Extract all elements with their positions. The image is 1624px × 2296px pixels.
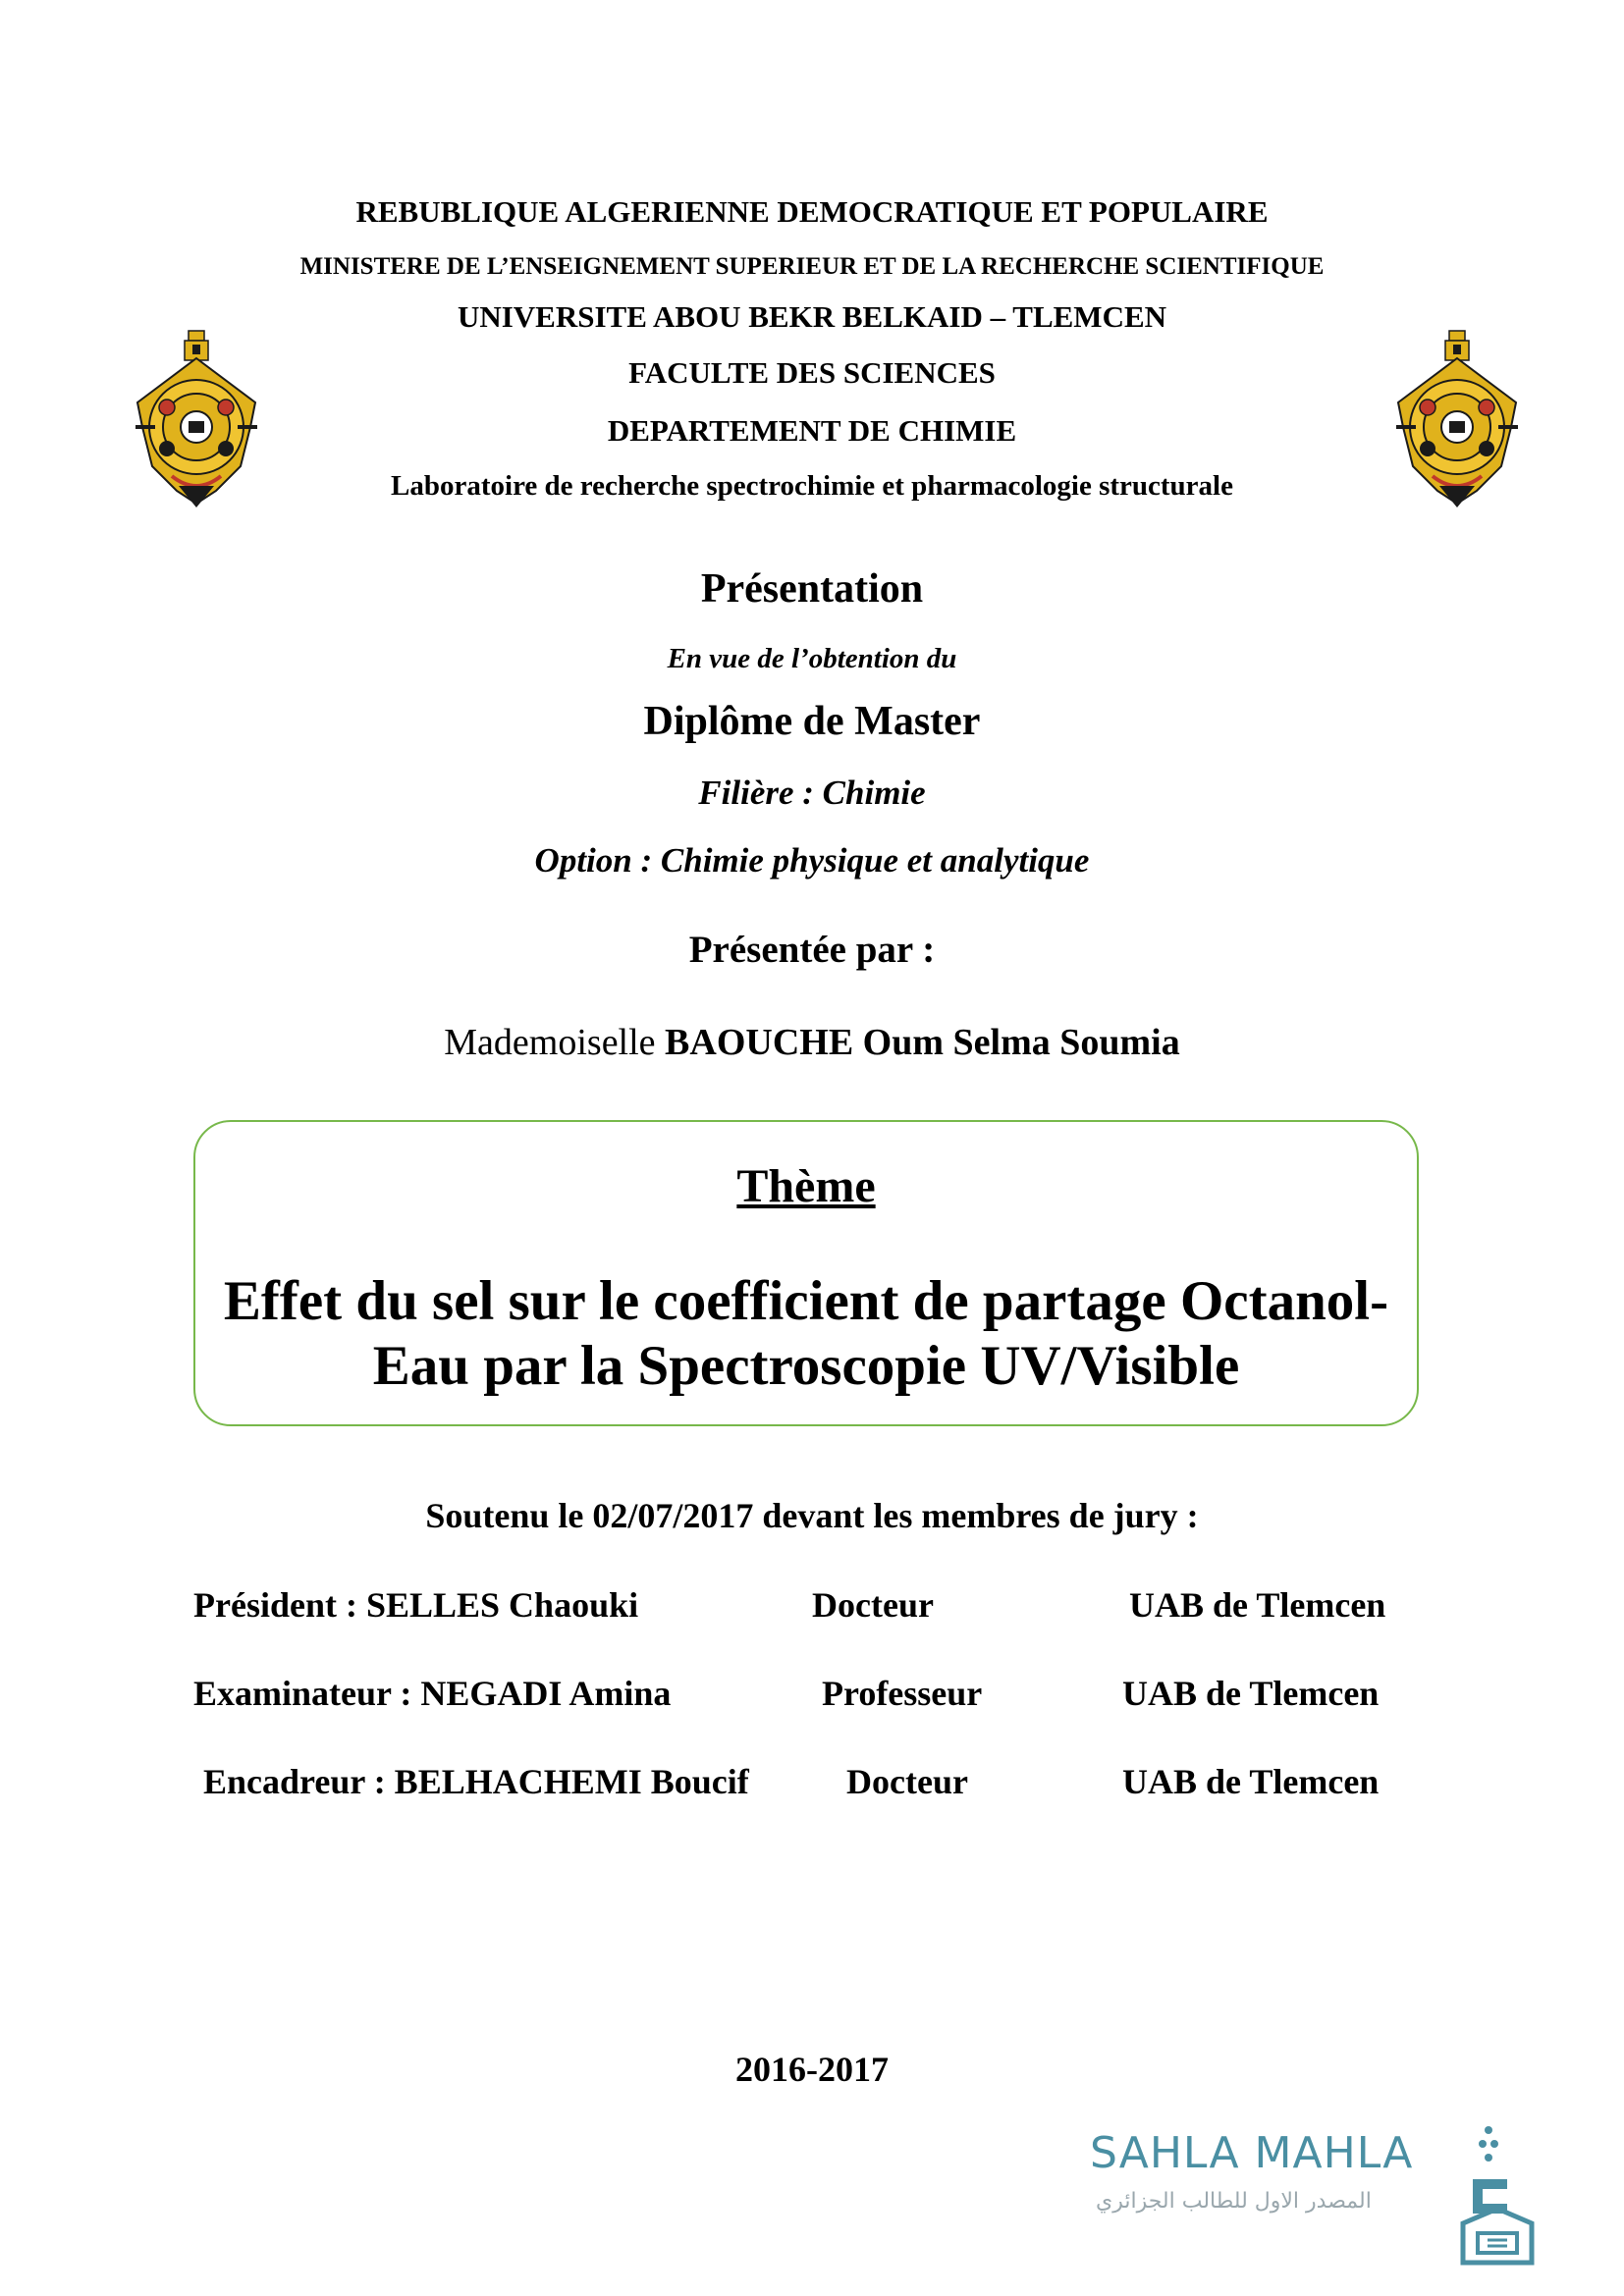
theme-title-line-1: Effet du sel sur le coefficient de partage Octanol- [223, 1270, 1389, 1332]
jury-member-role: Examinateur : NEGADI Amina [193, 1674, 672, 1713]
watermark-tagline: المصدر الاول للطالب الجزائري [1096, 2189, 1372, 2214]
presentation-subtitle: En vue de l’obtention du [667, 643, 957, 674]
theme-box [193, 1120, 1419, 1426]
theme-title-line-2: Eau par la Spectroscopie UV/Visible [372, 1335, 1240, 1397]
academic-year: 2016-2017 [735, 2050, 889, 2089]
option-line: Option : Chimie physique et analytique [534, 841, 1090, 880]
jury-member-grade: Docteur [846, 1762, 968, 1801]
presentation-title: Présentation [700, 566, 924, 612]
jury-member-institution: UAB de Tlemcen [1122, 1762, 1380, 1801]
filiere-line: Filière : Chimie [698, 774, 926, 812]
header-faculty: FACULTE DES SCIENCES [628, 355, 996, 390]
jury-member-role: Président : SELLES Chaouki [193, 1585, 639, 1625]
header-university: UNIVERSITE ABOU BEKR BELKAID – TLEMCEN [457, 299, 1167, 334]
jury-member-institution: UAB de Tlemcen [1122, 1674, 1380, 1713]
jury-member-grade: Docteur [812, 1585, 934, 1625]
student-prefix: Mademoiselle [444, 1022, 656, 1063]
student-name: BAOUCHE Oum Selma Soumia [665, 1022, 1180, 1063]
student-line [0, 1021, 1624, 1064]
theme-label: Thème [736, 1160, 876, 1212]
sahla-mahla-emblem-icon [1453, 2120, 1537, 2268]
header-department: DEPARTEMENT DE CHIMIE [607, 413, 1017, 448]
sahla-mahla-watermark [1090, 2120, 1542, 2268]
theme-title [195, 1269, 1417, 1399]
header-ministry: MINISTERE DE L’ENSEIGNEMENT SUPERIEUR ET DE LA RECHERCHE SCIENTIFIQUE [299, 253, 1325, 280]
jury-member-grade: Professeur [822, 1674, 983, 1713]
presented-by-label: Présentée par : [688, 929, 936, 971]
watermark-brand: SAHLA MAHLA [1090, 2128, 1414, 2178]
jury-member-institution: UAB de Tlemcen [1129, 1585, 1386, 1625]
jury-member-role: Encadreur : BELHACHEMI Boucif [203, 1762, 749, 1801]
jury-intro: Soutenu le 02/07/2017 devant les membres de jury : [425, 1496, 1199, 1535]
header-country: REBUBLIQUE ALGERIENNE DEMOCRATIQUE ET POPULAIRE [355, 194, 1269, 229]
diploma-title: Diplôme de Master [643, 699, 981, 744]
header-laboratory: Laboratoire de recherche spectrochimie et pharmacologie structurale [391, 470, 1233, 502]
